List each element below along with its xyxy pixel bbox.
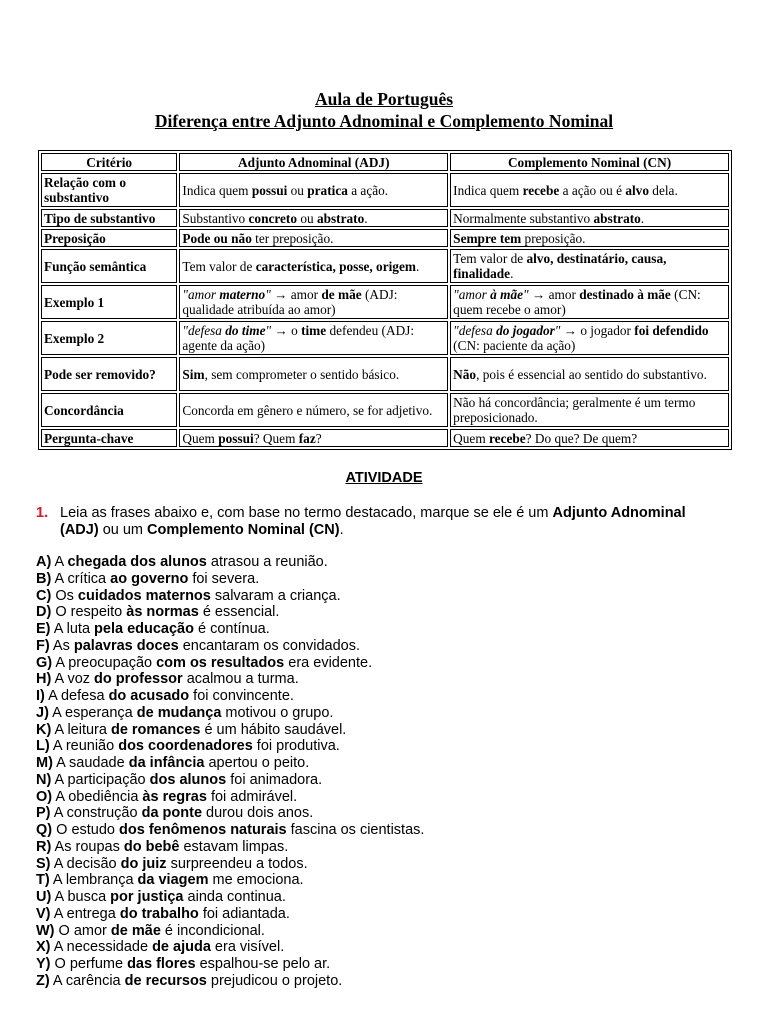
item-text: A voz <box>51 671 95 688</box>
item-letter: H) <box>36 671 52 688</box>
text-run: ou <box>287 182 308 198</box>
table-row <box>41 173 729 207</box>
item-letter: R) <box>36 838 52 855</box>
text-run: → amor <box>270 287 322 302</box>
item-text: é um hábito saudável. <box>200 721 347 738</box>
text-run: Tem valor de <box>453 251 527 266</box>
highlighted-term: de mãe <box>110 922 161 939</box>
text-run: → amor <box>528 287 580 302</box>
item-text: ainda continua. <box>183 889 286 905</box>
item-letter: I) <box>36 688 45 704</box>
criterion-cell: Pode ser removido? <box>41 357 177 391</box>
list-item <box>36 856 726 873</box>
highlighted-term: de ajuda <box>152 939 211 956</box>
list-item <box>36 621 726 638</box>
list-item <box>36 705 726 722</box>
item-letter: V) <box>36 905 51 922</box>
cn-cell <box>450 249 729 283</box>
text-run: . <box>415 258 420 274</box>
cn-cell <box>450 229 729 247</box>
text-run: ou <box>297 210 317 226</box>
highlighted-term: dos coordenadores <box>118 738 253 755</box>
text-run: do jogador <box>496 323 555 338</box>
text-run: (CN: quem recebe o amor) <box>453 287 701 317</box>
text-run: → o jogador <box>560 323 635 338</box>
item-text: prejudicou o projeto. <box>206 972 343 989</box>
text-run: ? <box>315 430 322 446</box>
item-text: A crítica <box>51 570 111 587</box>
text-run: Sempre tem <box>453 230 522 246</box>
table-row <box>41 209 729 227</box>
text-run: característica, posse, origem <box>255 258 416 274</box>
item-text: é contínua. <box>193 621 270 637</box>
text-run: (CN: paciente da ação) <box>453 338 576 353</box>
adj-cell <box>179 357 448 391</box>
text-run: pratica <box>307 182 348 198</box>
table-row <box>41 393 729 427</box>
item-text: A luta <box>50 621 95 637</box>
list-item <box>36 889 726 906</box>
text-run: abstrato <box>593 210 641 226</box>
item-text: foi severa. <box>188 570 260 587</box>
item-text: O respeito <box>51 604 127 621</box>
item-text: me emociona. <box>208 872 304 889</box>
list-item <box>36 588 726 605</box>
item-letter: A) <box>36 554 52 570</box>
text-run: , sem comprometer o sentido básico. <box>204 366 400 382</box>
list-item <box>36 872 726 889</box>
item-text: estavam limpas. <box>179 838 289 855</box>
item-letter: D) <box>36 604 52 621</box>
text-run: recebe <box>522 182 560 198</box>
list-item <box>36 906 726 923</box>
item-text: apertou o peito. <box>204 755 310 771</box>
text-run: ? Do que? De quem? <box>525 430 638 446</box>
text-run: Indica quem <box>453 182 523 198</box>
highlighted-term: às regras <box>142 788 207 805</box>
item-text: motivou o grupo. <box>221 704 334 721</box>
item-text: era visível. <box>210 939 285 956</box>
adj-cell <box>179 173 448 207</box>
cn-cell <box>450 357 729 391</box>
item-text: Os <box>51 587 78 604</box>
item-letter: C) <box>36 587 52 604</box>
item-text: foi convincente. <box>189 688 294 704</box>
text-run: " <box>523 287 529 302</box>
item-text: A esperança <box>48 704 137 721</box>
text-run: Quem <box>182 430 219 446</box>
item-text: As <box>49 637 74 654</box>
adj-cell <box>179 321 448 355</box>
item-text: encantaram os convidados. <box>178 637 361 654</box>
item-text: A defesa <box>44 688 109 704</box>
highlighted-term: ao governo <box>110 570 189 587</box>
text-run: "defesa <box>453 323 497 338</box>
table-header-cell: Complemento Nominal (CN) <box>450 153 729 171</box>
item-text: fascina os cientistas. <box>286 822 425 838</box>
text-run: "defesa <box>182 323 226 338</box>
adj-cell <box>179 209 448 227</box>
item-letter: J) <box>36 704 49 721</box>
item-text: era evidente. <box>284 654 373 671</box>
item-letter: S) <box>36 855 51 872</box>
item-text: foi adiantada. <box>198 905 290 922</box>
text-run: ter preposição. <box>251 230 334 246</box>
text-run: ou um <box>98 522 148 538</box>
list-item <box>36 671 726 688</box>
sentence-list <box>36 554 726 990</box>
highlighted-term: pela educação <box>94 621 194 637</box>
item-letter: G) <box>36 654 53 671</box>
comparison-table <box>38 150 732 450</box>
highlighted-term: cuidados maternos <box>77 587 211 604</box>
list-item <box>36 604 726 621</box>
list-item <box>36 688 726 705</box>
table-row <box>41 249 729 283</box>
item-letter: B) <box>36 570 52 587</box>
item-letter: X) <box>36 939 51 956</box>
highlighted-term: do bebê <box>123 838 180 855</box>
table-row <box>41 429 729 447</box>
text-run: . <box>640 210 645 226</box>
item-text: durou dois anos. <box>202 805 314 822</box>
item-letter: F) <box>36 637 50 654</box>
item-text: foi admirável. <box>206 788 298 805</box>
text-run: recebe <box>489 430 526 446</box>
question-1 <box>36 505 726 539</box>
item-text: A obediência <box>52 788 143 805</box>
criterion-cell: Exemplo 1 <box>41 285 177 319</box>
text-run: . <box>364 210 368 226</box>
item-letter: N) <box>36 771 52 788</box>
highlighted-term: dos alunos <box>149 771 227 788</box>
item-text: O amor <box>54 922 111 939</box>
item-letter: Y) <box>36 956 51 972</box>
text-run: Leia as frases abaixo e, com base no termo destacado, marque se ele é um <box>60 505 553 521</box>
highlighted-term: chegada dos alunos <box>67 554 207 570</box>
item-letter: T) <box>36 872 50 889</box>
item-text: acalmou a turma. <box>182 671 299 688</box>
highlighted-term: de mudança <box>136 704 222 721</box>
item-text: As roupas <box>51 838 124 855</box>
text-run: Quem <box>453 430 489 446</box>
list-item <box>36 772 726 789</box>
text-run: (ADJ: qualidade atribuída ao amor) <box>182 287 398 317</box>
item-text: A preocupação <box>52 654 157 671</box>
text-run: Concorda em gênero e número, se for adjetivo. <box>182 402 433 418</box>
text-run: foi defendido <box>634 323 709 338</box>
text-run: preposição. <box>521 230 586 246</box>
list-item <box>36 839 726 856</box>
item-letter: W) <box>36 922 55 939</box>
highlighted-term: da viagem <box>137 872 209 889</box>
item-letter: Q) <box>36 822 53 838</box>
criterion-cell: Função semântica <box>41 249 177 283</box>
highlighted-term: com os resultados <box>156 654 285 671</box>
cn-cell <box>450 209 729 227</box>
text-run: possui <box>218 430 254 446</box>
item-letter: L) <box>36 738 50 755</box>
item-text: foi produtiva. <box>252 738 340 755</box>
item-text: A participação <box>51 771 150 788</box>
text-run: → o <box>271 323 302 338</box>
text-run: concreto <box>248 210 298 226</box>
text-run: . <box>339 522 344 538</box>
text-run: faz <box>298 430 316 446</box>
table-header-row <box>41 153 729 171</box>
item-letter: U) <box>36 889 52 905</box>
activity-heading: ATIVIDADE <box>345 470 423 486</box>
list-item <box>36 638 726 655</box>
list-item <box>36 973 726 990</box>
table-row <box>41 357 729 391</box>
table-row <box>41 321 729 355</box>
highlighted-term: de romances <box>110 721 201 738</box>
criterion-cell: Concordância <box>41 393 177 427</box>
text-run: Substantivo <box>182 210 249 226</box>
item-text: O estudo <box>52 822 120 838</box>
highlighted-term: por justiça <box>110 889 184 905</box>
list-item <box>36 554 726 571</box>
highlighted-term: dos fenômenos naturais <box>119 822 287 838</box>
item-text: foi animadora. <box>226 771 323 788</box>
list-item <box>36 655 726 672</box>
item-letter: E) <box>36 621 51 637</box>
text-run: " <box>554 323 561 338</box>
text-run: " <box>265 287 271 302</box>
text-run: do time <box>225 323 266 338</box>
text-run: "amor <box>182 287 220 302</box>
text-run: Indica quem <box>182 182 252 198</box>
adj-cell <box>179 229 448 247</box>
text-run: " <box>265 323 272 338</box>
text-run: a ação ou é <box>559 182 626 198</box>
text-run: abstrato <box>316 210 365 226</box>
item-letter: M) <box>36 755 53 771</box>
cn-cell <box>450 429 729 447</box>
text-run: dela. <box>648 182 678 198</box>
highlighted-term: do professor <box>94 671 183 688</box>
adj-cell <box>179 393 448 427</box>
text-run: defendeu (ADJ: agente da ação) <box>182 323 415 353</box>
item-text: O perfume <box>50 956 128 972</box>
item-text: é incondicional. <box>160 922 265 939</box>
text-run: Pode ou não <box>182 230 252 246</box>
text-run: "amor <box>453 287 491 302</box>
text-run: Normalmente substantivo <box>453 210 594 226</box>
item-text: A lembrança <box>49 872 138 889</box>
item-text: A entrega <box>50 905 120 922</box>
text-run: ? Quem <box>253 430 299 446</box>
highlighted-term: do acusado <box>108 688 190 704</box>
adj-cell <box>179 249 448 283</box>
item-text: A necessidade <box>50 939 153 956</box>
text-run: Complemento Nominal (CN) <box>147 522 340 538</box>
text-run: Não há concordância; geralmente é um termo preposicionado. <box>453 395 696 425</box>
list-item <box>36 923 726 940</box>
text-run: Tem valor de <box>182 258 256 274</box>
text-run: de mãe <box>321 287 362 302</box>
text-run: Adjunto Adnominal (ADJ) <box>60 505 686 538</box>
page-subtitle: Diferença entre Adjunto Adnominal e Complemento Nominal <box>154 111 614 131</box>
item-letter: K) <box>36 721 52 738</box>
text-run: à mãe <box>490 287 524 302</box>
item-text: A busca <box>51 889 111 905</box>
table-row <box>41 285 729 319</box>
list-item <box>36 805 726 822</box>
highlighted-term: palavras doces <box>73 637 179 654</box>
question-number: 1. <box>36 505 49 521</box>
item-text: A leitura <box>51 721 111 738</box>
text-run: Não <box>453 366 477 382</box>
cn-cell <box>450 285 729 319</box>
list-item <box>36 789 726 806</box>
table-header-cell: Adjunto Adnominal (ADJ) <box>179 153 448 171</box>
item-text: A construção <box>50 805 142 822</box>
highlighted-term: do trabalho <box>119 905 199 922</box>
highlighted-term: às normas <box>126 604 199 621</box>
list-item <box>36 822 726 839</box>
cn-cell <box>450 321 729 355</box>
text-run: alvo, destinatário, causa, finalidade <box>453 251 667 281</box>
highlighted-term: da ponte <box>141 805 203 822</box>
list-item <box>36 571 726 588</box>
criterion-cell: Exemplo 2 <box>41 321 177 355</box>
item-text: surpreendeu a todos. <box>166 855 308 872</box>
page-title: Aula de Português <box>314 89 454 109</box>
item-text: A saudade <box>52 755 129 771</box>
item-text: A decisão <box>50 855 121 872</box>
item-text: A <box>51 554 68 570</box>
item-text: atrasou a reunião. <box>206 554 328 570</box>
text-run: time <box>301 323 327 338</box>
item-letter: P) <box>36 805 51 822</box>
cn-cell <box>450 173 729 207</box>
item-text: espalhou-se pelo ar. <box>195 956 331 972</box>
list-item <box>36 722 726 739</box>
list-item <box>36 755 726 772</box>
text-run: possui <box>251 182 288 198</box>
text-run: destinado à mãe <box>579 287 671 302</box>
criterion-cell: Preposição <box>41 229 177 247</box>
highlighted-term: de recursos <box>124 972 207 989</box>
adj-cell <box>179 429 448 447</box>
question-instruction <box>60 505 726 539</box>
highlighted-term: da infância <box>128 755 205 771</box>
criterion-cell: Pergunta-chave <box>41 429 177 447</box>
highlighted-term: das flores <box>127 956 196 972</box>
text-run: materno <box>219 287 266 302</box>
highlighted-term: do juiz <box>120 855 167 872</box>
cn-cell <box>450 393 729 427</box>
item-text: A reunião <box>49 738 119 755</box>
item-text: A carência <box>49 972 125 989</box>
item-letter: O) <box>36 788 53 805</box>
adj-cell <box>179 285 448 319</box>
list-item <box>36 738 726 755</box>
table-header-cell: Critério <box>41 153 177 171</box>
text-run: alvo <box>625 182 649 198</box>
item-text: é essencial. <box>198 604 280 621</box>
text-run: , pois é essencial ao sentido do substantivo. <box>476 366 707 382</box>
criterion-cell: Relação com o substantivo <box>41 173 177 207</box>
text-run: Sim <box>182 366 205 382</box>
list-item <box>36 939 726 956</box>
text-run: . <box>510 266 514 281</box>
item-letter: Z) <box>36 972 50 989</box>
list-item <box>36 956 726 973</box>
item-text: salvaram a criança. <box>210 587 341 604</box>
table-row <box>41 229 729 247</box>
text-run: a ação. <box>347 182 389 198</box>
criterion-cell: Tipo de substantivo <box>41 209 177 227</box>
